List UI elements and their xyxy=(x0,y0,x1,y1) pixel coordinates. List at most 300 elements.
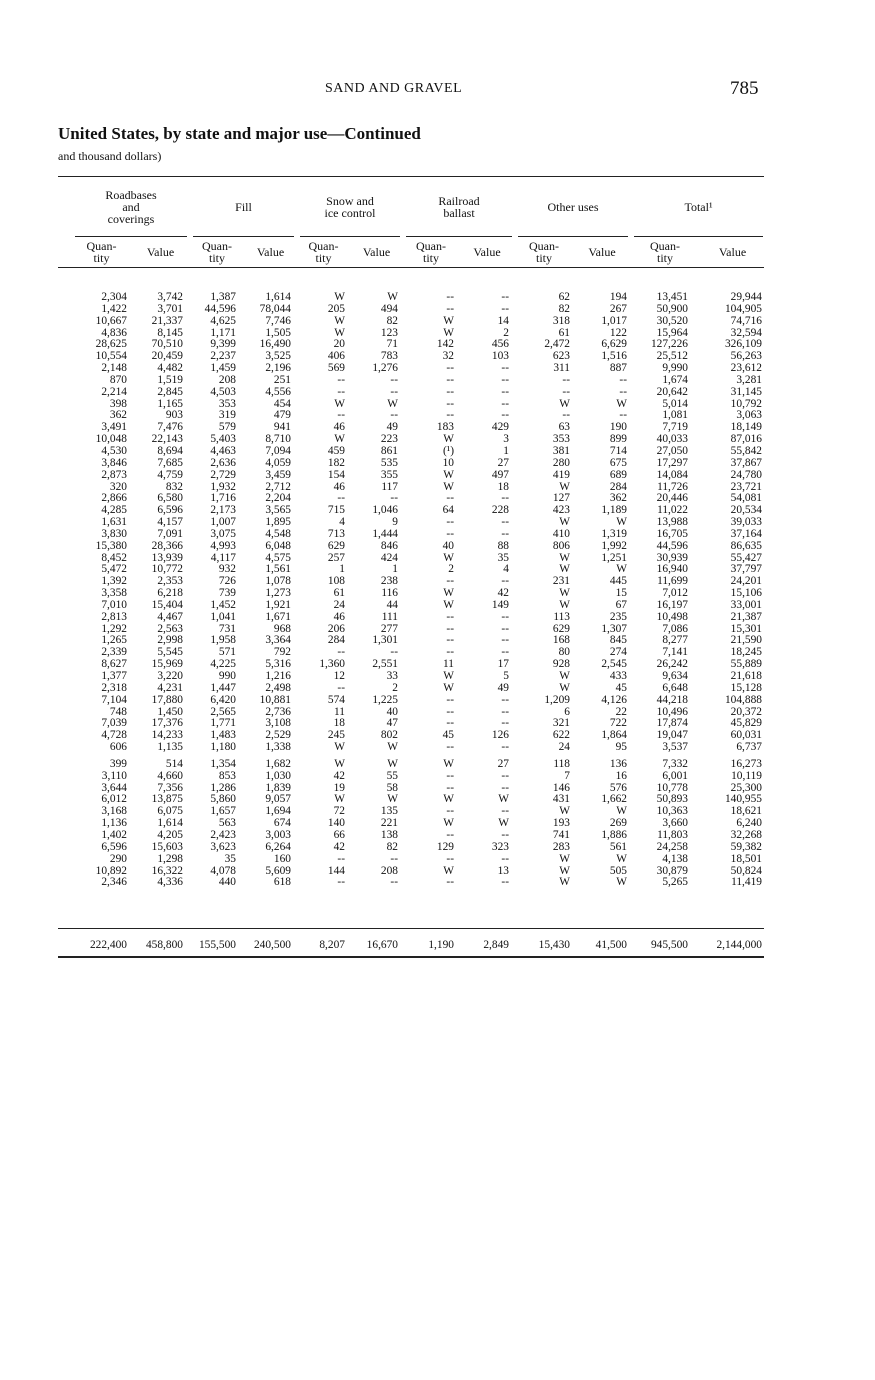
table-cell: -- xyxy=(390,373,398,386)
running-title: SAND AND GRAVEL xyxy=(325,81,463,96)
table-cell: 2 xyxy=(503,326,509,339)
table-cell: 6 xyxy=(564,705,570,718)
table-cell: 208 xyxy=(218,373,236,386)
table-cell: 10 xyxy=(442,456,454,469)
table-cell: 1,694 xyxy=(265,805,291,818)
table-cell: W xyxy=(443,817,454,830)
table-cell: 1,136 xyxy=(101,817,127,830)
table-cell: W xyxy=(443,757,454,770)
table-cell: 1,360 xyxy=(319,658,345,671)
table-cell: 1,046 xyxy=(372,504,398,517)
table-cell: 17,880 xyxy=(151,693,183,706)
table-cell: 122 xyxy=(609,326,627,339)
table-cell: 1,041 xyxy=(210,610,236,623)
table-cell: 7,086 xyxy=(662,622,688,635)
table-cell: 63 xyxy=(558,421,570,434)
table-cell: 2 xyxy=(392,681,398,694)
table-top-rule xyxy=(58,176,764,177)
table-cell: 104,888 xyxy=(724,693,762,706)
table-cell: 1,614 xyxy=(265,291,291,303)
table-cell: 569 xyxy=(327,362,345,375)
table-cell: -- xyxy=(446,291,454,303)
table-cell: 183 xyxy=(436,421,454,434)
table-cell: 21,618 xyxy=(730,670,762,682)
table-cell: 4,285 xyxy=(101,504,127,517)
table-cell: 144 xyxy=(327,864,345,877)
table-cell: -- xyxy=(501,646,509,659)
table-cell: 142 xyxy=(436,338,454,351)
table-cell: -- xyxy=(337,852,345,865)
table-cell: 802 xyxy=(380,729,398,742)
table-cell: 62 xyxy=(558,291,570,303)
table-cell: -- xyxy=(501,610,509,623)
table-cell: W xyxy=(559,864,570,877)
table-cell: 2,873 xyxy=(101,468,127,481)
table-cell: 10,778 xyxy=(656,781,688,794)
table-cell: 1,505 xyxy=(265,326,291,339)
table-cell: 3,830 xyxy=(101,527,127,540)
table-cell: 18,501 xyxy=(730,852,762,865)
table-cell: 104,905 xyxy=(724,302,762,315)
total-other-quantity: 15,430 xyxy=(538,939,570,951)
table-cell: 45 xyxy=(442,729,454,742)
table-cell: 15,380 xyxy=(95,539,127,552)
table-cell: 7,141 xyxy=(662,646,688,659)
table-cell: 832 xyxy=(165,480,183,493)
table-cell: 1 xyxy=(339,563,345,576)
table-cell: 1,657 xyxy=(210,805,236,818)
table-cell: 46 xyxy=(333,480,345,493)
table-cell: 208 xyxy=(380,864,398,877)
snow-value-header: Value xyxy=(362,245,391,259)
table-cell: 1,932 xyxy=(210,480,236,493)
table-cell: 108 xyxy=(327,575,345,588)
table-cell: 15,603 xyxy=(151,840,183,853)
column-group-rule xyxy=(75,236,187,237)
table-cell: 16,705 xyxy=(656,527,688,540)
table-cell: 1,265 xyxy=(101,634,127,647)
table-cell: 20,642 xyxy=(656,385,688,398)
table-cell: 24,201 xyxy=(730,575,762,588)
table-cell: 18,621 xyxy=(730,805,762,818)
total-snow-value: 16,670 xyxy=(366,939,398,951)
table-cell: 3,108 xyxy=(265,717,291,730)
table-cell: 1,771 xyxy=(210,717,236,730)
table-cell: W xyxy=(334,291,345,303)
table-cell: 2,565 xyxy=(210,705,236,718)
table-cell: 4,993 xyxy=(210,539,236,552)
table-cell: 1,225 xyxy=(372,693,398,706)
table-cell: 1,483 xyxy=(210,729,236,742)
table-cell: 32 xyxy=(442,350,454,363)
table-cell: 206 xyxy=(327,622,345,635)
table-cell: 70,510 xyxy=(151,338,183,351)
table-cell: 30,879 xyxy=(656,864,688,877)
table-cell: -- xyxy=(501,769,509,782)
table-cell: 429 xyxy=(491,421,509,434)
column-railroad-value xyxy=(439,292,509,889)
table-cell: 4,482 xyxy=(157,362,183,375)
table-cell: 1,319 xyxy=(601,527,627,540)
table-cell: W xyxy=(616,852,627,865)
total-roadbases-quantity: 222,400 xyxy=(89,939,127,951)
table-cell: 321 xyxy=(552,717,570,730)
table-cell: 2,148 xyxy=(101,362,127,375)
table-cell: 55,889 xyxy=(730,658,762,671)
table-cell: 2,346 xyxy=(101,876,127,889)
roadbases-quantity-header: Quan- tity xyxy=(86,239,117,265)
table-cell: 1,444 xyxy=(372,527,398,540)
table-cell: -- xyxy=(446,373,454,386)
table-cell: -- xyxy=(619,373,627,386)
table-cell: 54,081 xyxy=(730,492,762,505)
table-cell: 320 xyxy=(109,480,127,493)
table-cell: -- xyxy=(501,828,509,841)
table-cell: 1,674 xyxy=(662,373,688,386)
table-cell: -- xyxy=(501,805,509,818)
table-cell: 18,245 xyxy=(730,646,762,659)
column-other-value xyxy=(557,292,627,889)
table-cell: 221 xyxy=(380,817,398,830)
table-cell: W xyxy=(559,516,570,529)
table-cell: 15,301 xyxy=(730,622,762,635)
table-cell: -- xyxy=(446,397,454,410)
table-cell: 10,496 xyxy=(656,705,688,718)
table-bottom-rule xyxy=(58,956,764,958)
table-cell: 1,662 xyxy=(601,793,627,806)
table-cell: -- xyxy=(446,769,454,782)
table-cell: 28,625 xyxy=(95,338,127,351)
table-cell: 37,867 xyxy=(730,456,762,469)
table-cell: W xyxy=(559,397,570,410)
table-cell: W xyxy=(443,670,454,682)
table-cell: 44 xyxy=(386,598,398,611)
table-cell: 2,729 xyxy=(210,468,236,481)
table-cell: 410 xyxy=(552,527,570,540)
table-cell: -- xyxy=(562,409,570,422)
table-cell: 205 xyxy=(327,302,345,315)
table-cell: W xyxy=(387,741,398,754)
table-cell: -- xyxy=(337,409,345,422)
table-cell: W xyxy=(616,876,627,889)
table-cell: -- xyxy=(446,828,454,841)
table-cell: 61 xyxy=(558,326,570,339)
table-cell: 9,634 xyxy=(662,670,688,682)
table-cell: -- xyxy=(390,876,398,889)
total-total-quantity: 945,500 xyxy=(650,939,688,951)
table-cell: W xyxy=(616,563,627,576)
table-cell: 423 xyxy=(552,504,570,517)
table-cell: 22 xyxy=(615,705,627,718)
table-cell: 574 xyxy=(327,693,345,706)
table-cell: 1,682 xyxy=(265,757,291,770)
other-value-header: Value xyxy=(588,245,616,259)
table-cell: 194 xyxy=(609,291,627,303)
table-cell: 23,721 xyxy=(730,480,762,493)
table-cell: 494 xyxy=(380,302,398,315)
table-cell: W xyxy=(334,326,345,339)
table-cell: 44,596 xyxy=(656,539,688,552)
table-cell: 4,575 xyxy=(265,551,291,564)
table-cell: 783 xyxy=(380,350,398,363)
table-cell: 792 xyxy=(273,646,291,659)
table-cell: 88 xyxy=(497,539,509,552)
table-cell: 2 xyxy=(448,563,454,576)
table-cell: W xyxy=(387,793,398,806)
railroad-quantity-header: Quan- tity xyxy=(416,239,446,265)
table-cell: 3,701 xyxy=(157,302,183,315)
table-cell: 10,554 xyxy=(95,350,127,363)
table-cell: 4,157 xyxy=(157,516,183,529)
table-cell: 126 xyxy=(491,729,509,742)
table-cell: 1,301 xyxy=(372,634,398,647)
table-cell: 4,225 xyxy=(210,658,236,671)
table-cell: 1,078 xyxy=(265,575,291,588)
table-cell: -- xyxy=(501,409,509,422)
table-cell: 5,265 xyxy=(662,876,688,889)
table-cell: -- xyxy=(501,741,509,754)
table-cell: 257 xyxy=(327,551,345,564)
table-cell: 8,710 xyxy=(265,433,291,446)
table-cell: 1,392 xyxy=(101,575,127,588)
table-cell: 19 xyxy=(333,781,345,794)
table-cell: W xyxy=(559,670,570,682)
table-cell: -- xyxy=(446,634,454,647)
table-cell: 12 xyxy=(333,670,345,682)
table-cell: -- xyxy=(501,876,509,889)
table-cell: 899 xyxy=(609,433,627,446)
table-cell: -- xyxy=(501,622,509,635)
column-group-railroad: Railroad ballast xyxy=(438,194,480,220)
table-cell: 1,276 xyxy=(372,362,398,375)
table-cell: 23,612 xyxy=(730,362,762,375)
table-cell: -- xyxy=(501,705,509,718)
table-cell: W xyxy=(443,551,454,564)
table-cell: 61 xyxy=(333,587,345,600)
table-cell: 8,145 xyxy=(157,326,183,339)
table-subtitle: and thousand dollars) xyxy=(58,149,162,163)
table-cell: 13,451 xyxy=(656,291,688,303)
table-cell: 3,660 xyxy=(662,817,688,830)
table-cell: -- xyxy=(501,397,509,410)
table-cell: 514 xyxy=(165,757,183,770)
table-cell: W xyxy=(443,480,454,493)
column-group-fill: Fill xyxy=(235,200,252,214)
table-cell: 1,081 xyxy=(662,409,688,422)
table-cell: 7,091 xyxy=(157,527,183,540)
table-cell: 7,719 xyxy=(662,421,688,434)
table-cell: 5,609 xyxy=(265,864,291,877)
table-cell: W xyxy=(559,563,570,576)
table-cell: 160 xyxy=(273,852,291,865)
table-cell: 1,422 xyxy=(101,302,127,315)
table-cell: 28,366 xyxy=(151,539,183,552)
table-cell: 1,017 xyxy=(601,314,627,327)
table-cell: -- xyxy=(337,646,345,659)
table-cell: W xyxy=(334,397,345,410)
total-total-value: 2,144,000 xyxy=(716,939,762,951)
table-cell: 10,048 xyxy=(95,433,127,446)
table-cell: 10,363 xyxy=(656,805,688,818)
table-cell: -- xyxy=(446,610,454,623)
table-cell: 13,875 xyxy=(151,793,183,806)
table-cell: 6,001 xyxy=(662,769,688,782)
table-cell: 11,803 xyxy=(657,828,688,841)
table-cell: 806 xyxy=(552,539,570,552)
table-cell: 497 xyxy=(491,468,509,481)
table-cell: 182 xyxy=(327,456,345,469)
table-cell: 27,050 xyxy=(656,444,688,457)
table-cell: 31,145 xyxy=(730,385,762,398)
table-cell: 129 xyxy=(436,840,454,853)
table-cell: 2,813 xyxy=(101,610,127,623)
table-cell: 2,304 xyxy=(101,291,127,303)
table-cell: 82 xyxy=(558,302,570,315)
table-cell: 445 xyxy=(609,575,627,588)
table-cell: 1,165 xyxy=(157,397,183,410)
table-cell: 4,059 xyxy=(265,456,291,469)
table-cell: 8,694 xyxy=(157,444,183,457)
table-cell: 117 xyxy=(381,480,398,493)
table-cell: 11,699 xyxy=(657,575,688,588)
table-cell: 561 xyxy=(609,840,627,853)
table-cell: -- xyxy=(501,291,509,303)
table-cell: 5 xyxy=(503,670,509,682)
table-cell: 20,459 xyxy=(151,350,183,363)
table-cell: 29,944 xyxy=(730,291,762,303)
table-cell: 228 xyxy=(491,504,509,517)
other-quantity-header: Quan- tity xyxy=(529,239,559,265)
table-cell: 1,716 xyxy=(210,492,236,505)
table-cell: 4,205 xyxy=(157,828,183,841)
table-cell: 10,498 xyxy=(656,610,688,623)
table-cell: 1,286 xyxy=(210,781,236,794)
table-cell: -- xyxy=(446,852,454,865)
table-cell: -- xyxy=(337,385,345,398)
page-number: 785 xyxy=(730,78,759,99)
table-cell: -- xyxy=(501,362,509,375)
table-cell: 7,685 xyxy=(157,456,183,469)
table-cell: 6,012 xyxy=(101,793,127,806)
table-cell: 845 xyxy=(609,634,627,647)
table-cell: 4,556 xyxy=(265,385,291,398)
column-group-rule xyxy=(193,236,294,237)
column-total-value xyxy=(692,292,762,889)
table-cell: 9,399 xyxy=(210,338,236,351)
table-cell: 1,561 xyxy=(265,563,291,576)
table-cell: 3,220 xyxy=(157,670,183,682)
table-cell: 82 xyxy=(386,314,398,327)
table-cell: -- xyxy=(446,741,454,754)
table-cell: 1,209 xyxy=(544,693,570,706)
table-cell: 37,797 xyxy=(730,563,762,576)
table-cell: 49 xyxy=(497,681,509,694)
table-cell: 3,846 xyxy=(101,456,127,469)
table-cell: 4,530 xyxy=(101,444,127,457)
table-cell: 3,075 xyxy=(210,527,236,540)
table-cell: 419 xyxy=(552,468,570,481)
table-cell: 21,590 xyxy=(730,634,762,647)
table-cell: -- xyxy=(501,527,509,540)
table-cell: 3,364 xyxy=(265,634,291,647)
table-cell: 64 xyxy=(442,504,454,517)
table-cell: 274 xyxy=(609,646,627,659)
table-cell: W xyxy=(498,793,509,806)
table-cell: 576 xyxy=(609,781,627,794)
table-cell: 3,537 xyxy=(662,741,688,754)
table-cell: 6,240 xyxy=(736,817,762,830)
table-cell: 284 xyxy=(327,634,345,647)
table-cell: 505 xyxy=(609,864,627,877)
table-cell: -- xyxy=(501,575,509,588)
table-cell: -- xyxy=(446,527,454,540)
table-cell: -- xyxy=(446,693,454,706)
column-group-rule xyxy=(518,236,628,237)
table-cell: 424 xyxy=(380,551,398,564)
table-cell: 903 xyxy=(165,409,183,422)
table-cell: 15,964 xyxy=(656,326,688,339)
table-cell: -- xyxy=(446,646,454,659)
table-cell: -- xyxy=(501,634,509,647)
table-cell: 1,251 xyxy=(601,551,627,564)
table-cell: 235 xyxy=(609,610,627,623)
table-cell: W xyxy=(334,793,345,806)
table-cell: 149 xyxy=(491,598,509,611)
table-cell: 86,635 xyxy=(730,539,762,552)
table-cell: 45,829 xyxy=(730,717,762,730)
table-cell: 223 xyxy=(380,433,398,446)
column-group-rule xyxy=(300,236,400,237)
table-cell: 4,625 xyxy=(210,314,236,327)
table-cell: 22,143 xyxy=(151,433,183,446)
table-cell: -- xyxy=(446,575,454,588)
table-cell: 283 xyxy=(552,840,570,853)
table-cell: 56,263 xyxy=(730,350,762,363)
table-cell: 6,075 xyxy=(157,805,183,818)
table-cell: 30,939 xyxy=(656,551,688,564)
table-cell: 32,594 xyxy=(730,326,762,339)
table-cell: 111 xyxy=(381,610,398,623)
table-cell: W xyxy=(443,468,454,481)
table-cell: W xyxy=(616,397,627,410)
table-cell: 10,667 xyxy=(95,314,127,327)
table-cell: 138 xyxy=(380,828,398,841)
table-cell: 2,545 xyxy=(601,658,627,671)
table-cell: 10,119 xyxy=(731,769,762,782)
table-cell: 67 xyxy=(615,598,627,611)
table-cell: 731 xyxy=(218,622,236,635)
table-cell: 4,078 xyxy=(210,864,236,877)
table-cell: 13,988 xyxy=(656,516,688,529)
table-cell: 1,450 xyxy=(157,705,183,718)
table-cell: W xyxy=(387,397,398,410)
table-cell: -- xyxy=(446,362,454,375)
table-cell: 14 xyxy=(497,314,509,327)
table-cell: 2,472 xyxy=(544,338,570,351)
table-cell: 579 xyxy=(218,421,236,434)
table-cell: -- xyxy=(501,385,509,398)
table-cell: 990 xyxy=(218,670,236,682)
table-cell: 18,149 xyxy=(730,421,762,434)
table-cell: 713 xyxy=(327,527,345,540)
table-cell: 33 xyxy=(386,670,398,682)
table-cell: 5,472 xyxy=(101,563,127,576)
table-cell: W xyxy=(334,741,345,754)
table-cell: 353 xyxy=(218,397,236,410)
table-cell: 1,614 xyxy=(157,817,183,830)
table-cell: 13,939 xyxy=(151,551,183,564)
table-cell: 1,354 xyxy=(210,757,236,770)
